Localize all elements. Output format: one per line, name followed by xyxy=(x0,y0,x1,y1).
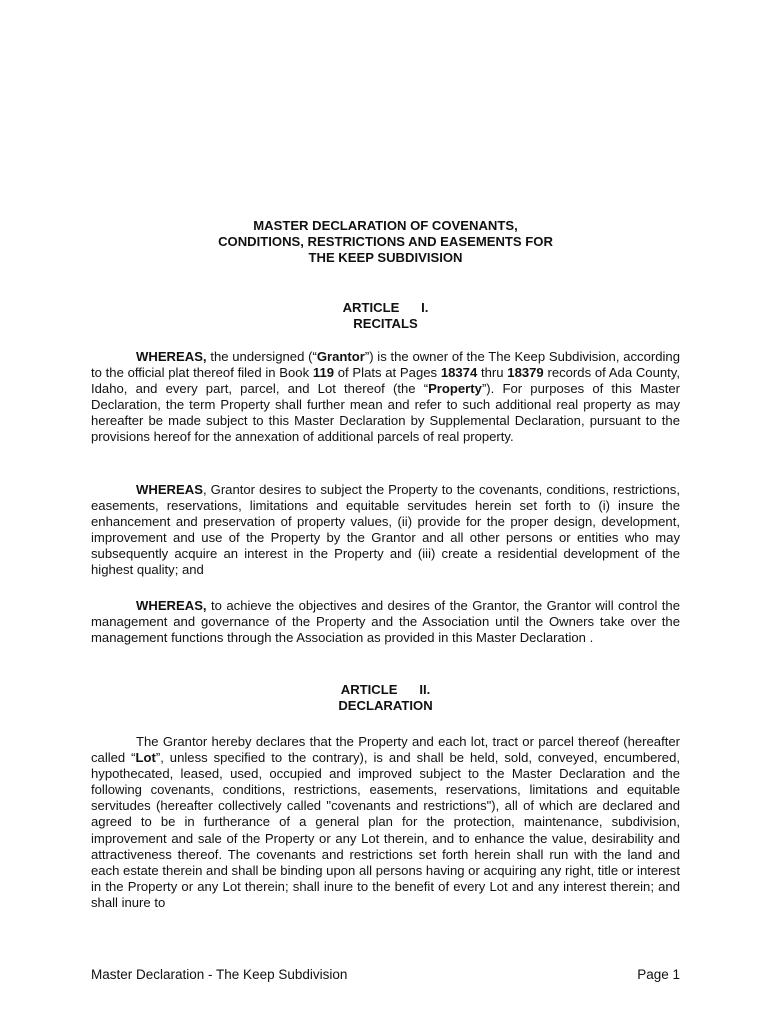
article-2-title: DECLARATION xyxy=(338,698,433,714)
article-2-heading xyxy=(91,682,680,714)
plat-page-start: 18374 xyxy=(440,365,478,381)
recital-1-text-c: of Plats at Pages xyxy=(334,365,441,381)
recital-2-text: , Grantor desires to subject the Property to the covenants, conditions, restrictions, easements, reservations, limitations and equitable servitudes herein set forth to (i) insure the enhancement and preservation of property values, (ii) provide for the proper design, development, improvement and use of the Property by the Grantor and all other persons or entities who may subsequently acquire an interest in the Property and (iii) create a residential development of the highest quality; and xyxy=(91,482,680,578)
recital-1-lead: WHEREAS, xyxy=(136,349,207,364)
property-term: Property xyxy=(428,381,482,397)
recital-paragraph-2 xyxy=(91,482,680,579)
recital-3-text: to achieve the objectives and desires of the Grantor, the Grantor will control the management and governance of the Property and the Association until the Owners take over the management functions through the Association as provided in this Master Declaration . xyxy=(91,598,680,646)
recital-paragraph-3 xyxy=(91,598,680,646)
recital-1-text-e: records of Ada County, Idaho, and every part, parcel, and Lot thereof (the “ xyxy=(91,365,680,397)
declaration-text-b: ”, unless specified to the contrary), is and shall be held, sold, conveyed, encumbered, hypothecated, leased, used, occupied and improved subject to the Master Declaration and the following covenants, conditions, restrictions, easements, reservations, limitations and equitable servitudes (hereafter collectively called "covenants and restrictions"), all of which are declared and agreed to be in furtherance of a general plan for the protection, maintenance, subdivision, improvement and sale of the Property or any Lot therein, and to enhance the value, desirability and attractiveness thereof. The covenants and restrictions set forth herein shall run with the land and each estate therein and shall be binding upon all persons having or acquiring any right, title or interest in the Property or any Lot therein; shall inure to the benefit of every Lot and any interest therein; and shall inure to xyxy=(91,750,680,910)
declaration-text-a: The Grantor hereby declares that the Property and each lot, tract or parcel thereof (hereafter called “ xyxy=(91,734,680,766)
declaration-paragraph xyxy=(91,734,680,911)
article-2-label: ARTICLE II. xyxy=(340,682,431,697)
recital-3-lead: WHEREAS, xyxy=(136,598,207,613)
article-1-title: RECITALS xyxy=(353,316,418,332)
recital-1-text-f: ”). For purposes of this Master Declaration, the term Property shall further mean and refer to such additional real property as may hereafter be made subject to this Master Declaration by Supplemental Declaration, pursuant to the provisions hereof for the annexation of additional parcels of real property. xyxy=(91,381,680,445)
title-line-2: CONDITIONS, RESTRICTIONS AND EASEMENTS FOR xyxy=(218,234,553,250)
article-1-heading xyxy=(91,300,680,332)
article-1-label: ARTICLE I. xyxy=(342,300,429,315)
title-line-3: THE KEEP SUBDIVISION xyxy=(308,250,463,266)
footer-page-number: Page 1 xyxy=(637,967,680,982)
recital-2-lead: WHEREAS xyxy=(136,482,203,497)
footer-document-name: Master Declaration - The Keep Subdivision xyxy=(91,967,348,982)
grantor-term: Grantor xyxy=(316,349,365,364)
document-title xyxy=(91,218,680,266)
recital-1-text-d: thru xyxy=(477,365,508,381)
book-number: 119 xyxy=(312,365,335,381)
title-line-1: MASTER DECLARATION OF COVENANTS, xyxy=(253,218,518,233)
recital-1-text-a: the undersigned (“ xyxy=(206,349,317,364)
recital-1-text-b: ”) is the owner of the The Keep Subdivision, according to the official plat thereof filed in Book xyxy=(91,349,680,381)
lot-term: Lot xyxy=(135,750,156,766)
plat-page-end: 18379 xyxy=(507,365,544,381)
recital-paragraph-1 xyxy=(91,349,680,446)
